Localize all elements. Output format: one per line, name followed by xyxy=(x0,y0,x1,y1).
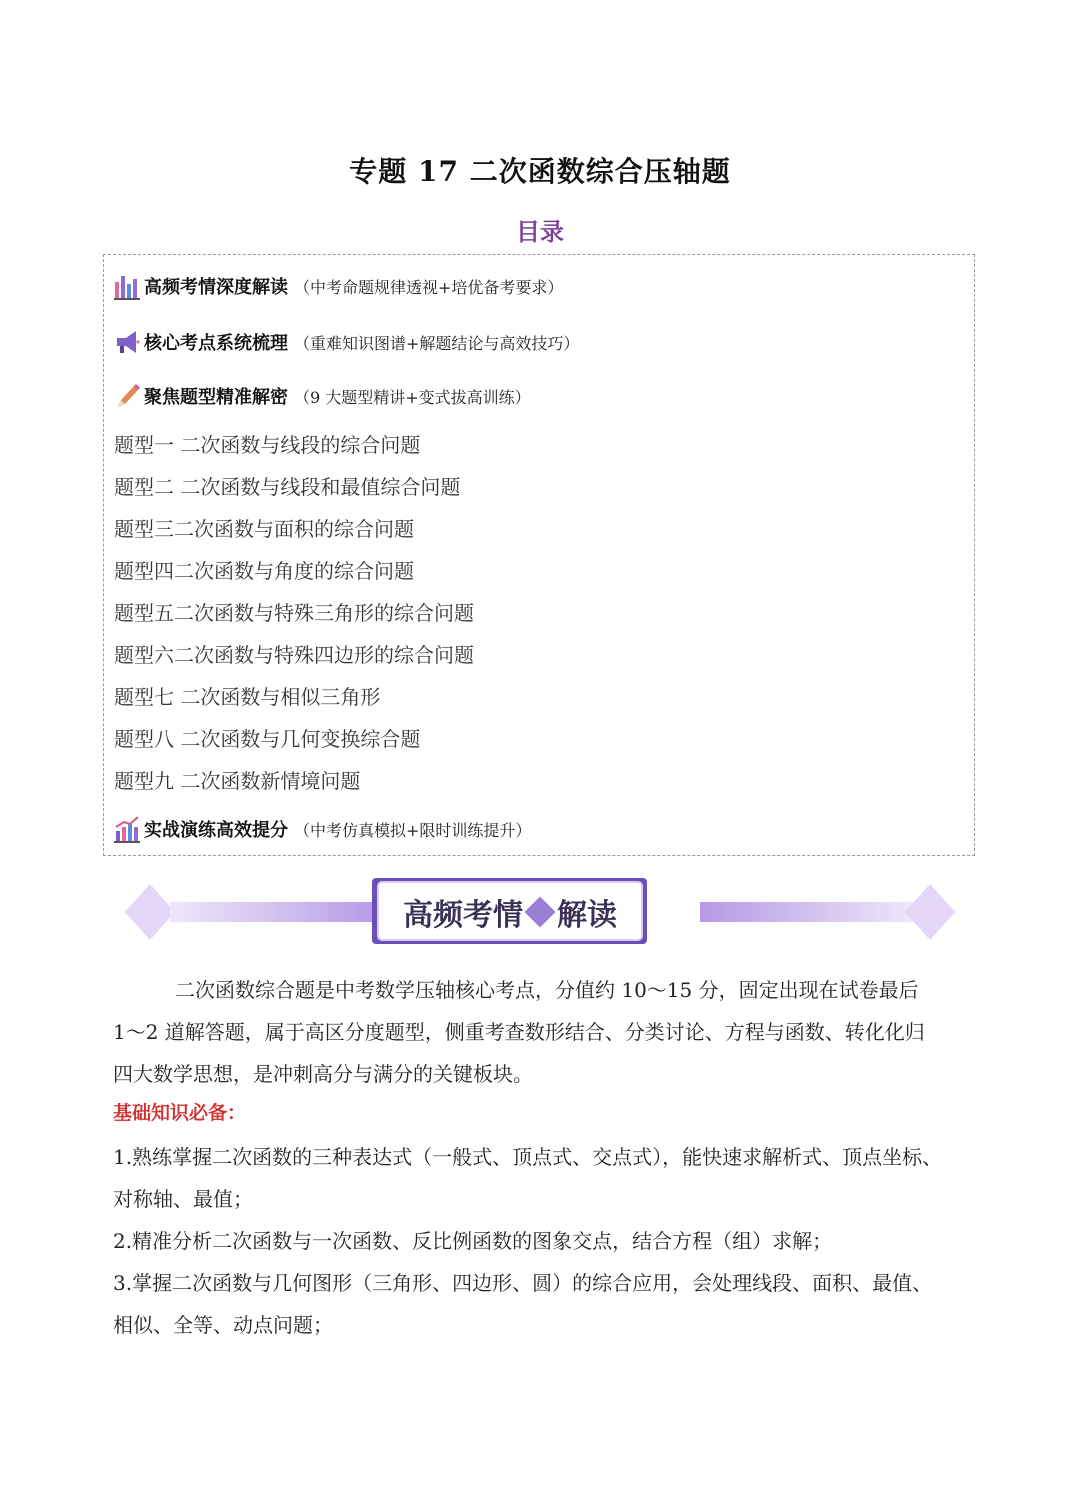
toc-heading: 目录 xyxy=(516,218,564,246)
toc-section-subtitle: （中考命题规律透视+培优备考要求） xyxy=(294,277,564,297)
banner-bar-left xyxy=(170,902,380,922)
point-line: 2.精准分析二次函数与一次函数、反比例函数的图象交点，结合方程（组）求解； xyxy=(113,1229,833,1253)
diamond-icon xyxy=(524,896,555,927)
pencil-icon xyxy=(114,382,140,410)
toc-section-title: 核心考点系统梳理 xyxy=(144,333,288,354)
banner-diamond-right xyxy=(905,884,955,940)
toc-section-subtitle: （重难知识图谱+解题结论与高效技巧） xyxy=(294,333,580,353)
toc-section-title: 实战演练高效提分 xyxy=(144,820,288,841)
toc-item[interactable]: 题型五二次函数与特殊三角形的综合问题 xyxy=(114,601,474,625)
toc-section-subtitle: （9 大题型精讲+变式拔高训练） xyxy=(294,387,531,407)
megaphone-icon xyxy=(114,328,140,356)
point-line: 对称轴、最值； xyxy=(113,1187,253,1211)
bar-chart-icon xyxy=(114,272,140,300)
toc-item[interactable]: 题型九 二次函数新情境问题 xyxy=(114,769,361,793)
banner-bar-right xyxy=(700,902,915,922)
intro-line: 四大数学思想，是冲刺高分与满分的关键板块。 xyxy=(113,1062,533,1086)
basics-heading: 基础知识必备： xyxy=(113,1102,247,1124)
toc-section-subtitle: （中考仿真模拟+限时训练提升） xyxy=(294,820,532,840)
growth-chart-icon xyxy=(114,815,140,843)
banner-diamond-left xyxy=(125,884,175,940)
point-line: 1.熟练掌握二次函数的三种表达式（一般式、顶点式、交点式），能快速求解析式、顶点坐标、 xyxy=(113,1145,943,1169)
point-line: 3.掌握二次函数与几何图形（三角形、四边形、圆）的综合应用，会处理线段、面积、最值、 xyxy=(113,1271,933,1295)
toc-item[interactable]: 题型三二次函数与面积的综合问题 xyxy=(114,517,414,541)
intro-line: 1～2 道解答题，属于高区分度题型，侧重考查数形结合、分类讨论、方程与函数、转化化归 xyxy=(113,1020,925,1044)
toc-section-1[interactable] xyxy=(114,269,563,303)
toc-section-title: 聚焦题型精准解密 xyxy=(144,387,288,408)
point-line: 相似、全等、动点问题； xyxy=(113,1313,333,1337)
toc-item[interactable]: 题型二 二次函数与线段和最值综合问题 xyxy=(114,475,461,499)
toc-section-title: 高频考情深度解读 xyxy=(144,277,288,298)
toc-item[interactable]: 题型八 二次函数与几何变换综合题 xyxy=(114,727,421,751)
table-of-contents xyxy=(103,254,975,856)
toc-item[interactable]: 题型四二次函数与角度的综合问题 xyxy=(114,559,414,583)
toc-section-4[interactable] xyxy=(114,812,531,846)
banner-title-left: 高频考情 xyxy=(403,898,523,933)
intro-line: 二次函数综合题是中考数学压轴核心考点，分值约 10～15 分，固定出现在试卷最后 xyxy=(175,978,919,1002)
banner-title xyxy=(375,882,645,942)
toc-item[interactable]: 题型七 二次函数与相似三角形 xyxy=(114,685,381,709)
toc-item[interactable]: 题型六二次函数与特殊四边形的综合问题 xyxy=(114,643,474,667)
page-title: 专题 17 二次函数综合压轴题 xyxy=(349,155,731,188)
toc-section-3[interactable] xyxy=(114,379,531,413)
toc-section-2[interactable] xyxy=(114,325,579,359)
toc-item[interactable]: 题型一 二次函数与线段的综合问题 xyxy=(114,433,421,457)
banner-title-right: 解读 xyxy=(557,898,617,933)
